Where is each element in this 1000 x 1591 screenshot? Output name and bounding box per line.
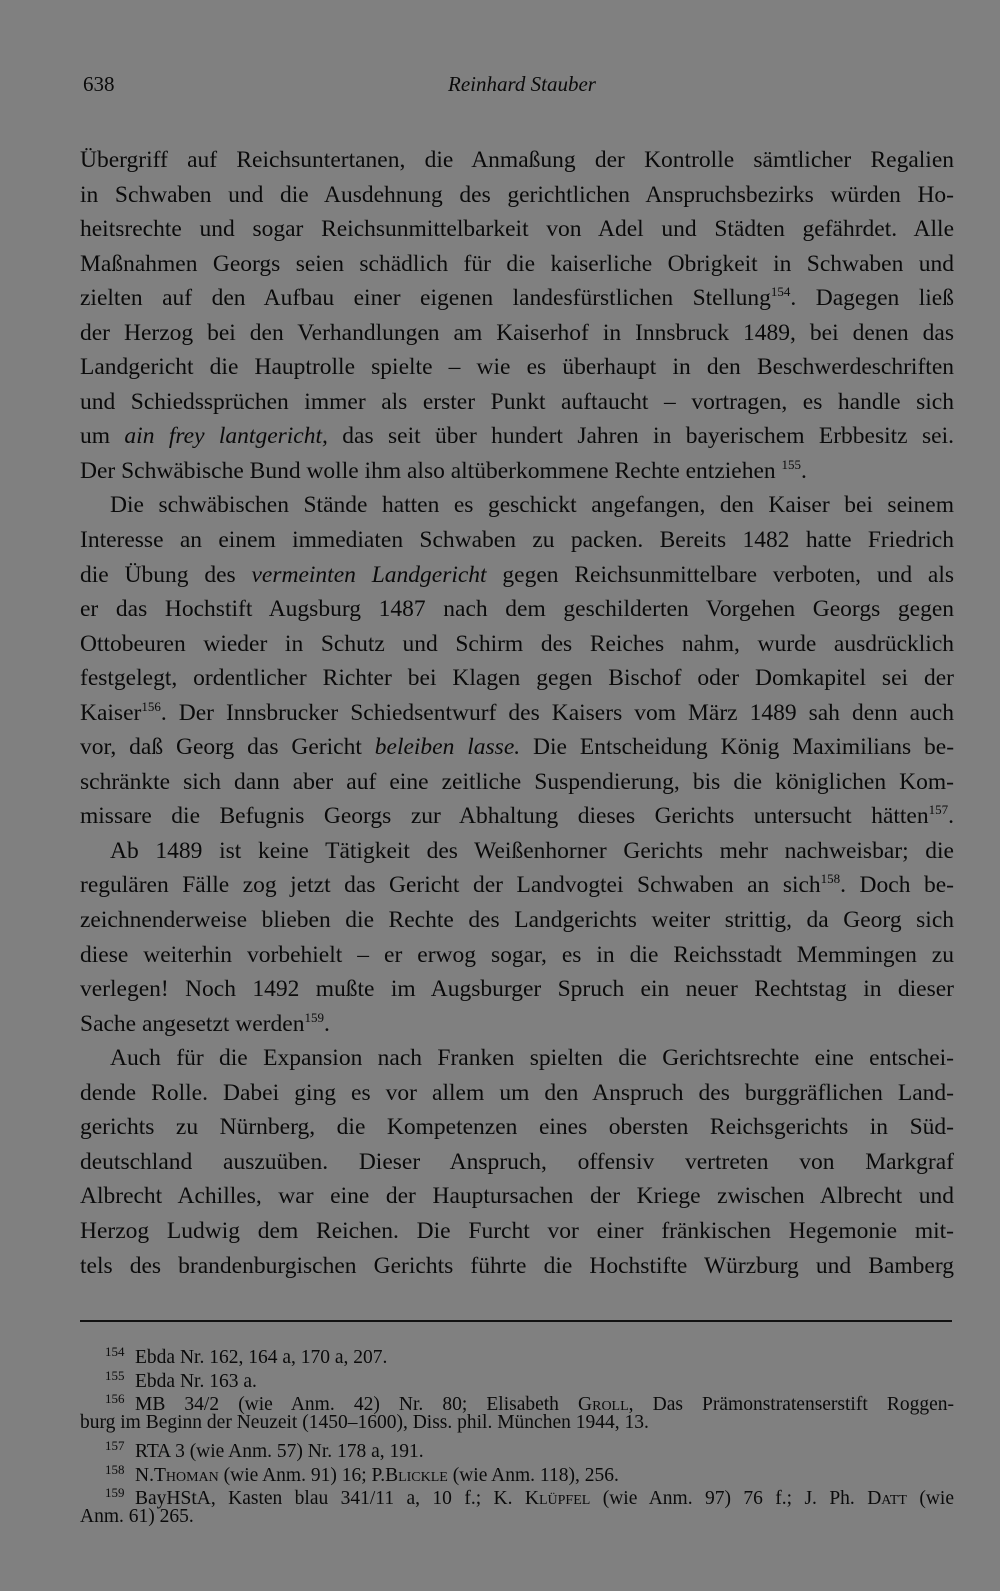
text-line: Der Schwäbische Bund wolle ihm also altüberkommene Rechte entziehen $^{155}$. [80, 456, 807, 484]
author-name: Groll [578, 1394, 629, 1415]
footnote: 158 N.Thoman (wie Anm. 91) 16; P.Blickle (wie Anm. 118), 256. [80, 1458, 954, 1482]
italic-quote: beleiben lasse. [374, 734, 521, 761]
author-name: Klüpfel [524, 1488, 591, 1509]
footnote-continuation: Anm. 61) 265. [80, 1505, 194, 1527]
author-name: Blickle [385, 1464, 448, 1486]
text-line: Die schwäbischen Stände hatten es geschickt angefangen, den Kaiser bei seinem [110, 492, 954, 519]
author-name: Datt [867, 1488, 907, 1509]
running-head [83, 72, 603, 102]
text-line: in Schwaben und die Ausdehnung des gerichtlichen Anspruchsbezirks würden Ho- [80, 181, 954, 208]
text-line: Übergriff auf Reichsuntertanen, die Anmaßung der Kontrolle sämtlicher Regalien [80, 147, 954, 173]
footnote: 156 MB 34/2 (wie Anm. 42) Nr. 80; Elisabeth Groll, Das Prämonstratenserstift Roggen- [80, 1387, 954, 1411]
text-line: zeichnenderweise blieben die Rechte des Landgerichts weiter strittig, da Georg sich [80, 907, 954, 934]
footnote-number: 157 [105, 1438, 125, 1453]
text-line: gerichts zu Nürnberg, die Kompetenzen eines obersten Reichsgerichts in Süd- [80, 1114, 954, 1141]
footnote-ref: 159 [304, 1009, 324, 1025]
text-line: der Herzog bei den Verhandlungen am Kaiserhof in Innsbruck 1489, bei denen das [80, 319, 954, 346]
text-line: Interesse an einem immediaten Schwaben zu packen. Bereits 1482 hatte Friedrich [80, 527, 954, 554]
footnote-ref: 158 [820, 871, 841, 887]
text-line: tels des brandenburgischen Gerichts führte die Hochstifte Würzburg und Bamberg [80, 1252, 954, 1279]
body-text [80, 143, 954, 1283]
text-line: Sache angesetzt werden$^{159}$. [80, 1009, 330, 1037]
italic-quote: ain frey lantgericht, [124, 423, 328, 450]
footnote-continuation: burg im Beginn der Neuzeit (1450–1600), Diss. phil. München 1944, 13. [80, 1411, 649, 1433]
text-line: festgelegt, ordentlicher Richter bei Klagen gegen Bischof oder Domkapitel sei der [80, 665, 954, 692]
footnote: 154 Ebda Nr. 162, 164 a, 170 a, 207. [80, 1340, 954, 1364]
text-line: Landgericht die Hauptrolle spielte – wie es überhaupt in den Beschwerdeschriften [80, 354, 954, 381]
text-line: um ain frey lantgericht, das seit über hundert Jahren in bayerischem Erbbesitz sei. [80, 423, 954, 450]
text-line: deutschland auszuüben. Dieser Anspruch, offensiv vertreten von Markgraf [80, 1148, 954, 1175]
text-line: Auch für die Expansion nach Franken spielten die Gerichtsrechte eine entschei- [110, 1045, 954, 1072]
text-line: dende Rolle. Dabei ging es vor allem um den Anspruch des burggräflichen Land- [80, 1079, 954, 1106]
footnote-number: 156 [105, 1391, 125, 1406]
running-title: Reinhard Stauber [448, 72, 596, 96]
footnote-number: 155 [105, 1367, 125, 1383]
author-name: Thoman [153, 1464, 219, 1486]
text-line: Ab 1489 ist keine Tätigkeit des Weißenhorner Gerichts mehr nachweisbar; die [110, 837, 954, 864]
text-line: zielten auf den Aufbau einer eigenen landesfürstlichen Stellung$^{154}$. Dagegen ließ [80, 284, 954, 312]
footnote-ref: 157 [928, 802, 949, 818]
text-line: verlegen! Noch 1492 mußte im Augsburger Spruch ein neuer Rechtstag in dieser [80, 976, 954, 1003]
text-line: diese weiterhin vorbehielt – er erwog sogar, es in die Reichsstadt Memmingen zu [80, 941, 954, 968]
text-line: Kaiser$^{156}$. Der Innsbrucker Schiedsentwurf des Kaisers vom März 1489 sah denn auch [80, 698, 954, 726]
page-number: 638 [83, 72, 115, 96]
footnotes [80, 1340, 954, 1528]
footnote-number: 158 [105, 1461, 125, 1477]
italic-quote: vermeinten Landgericht [251, 561, 487, 588]
text-line: regulären Fälle zog jetzt das Gericht der Landvogtei Schwaben an sich$^{158}$. Doch be- [80, 871, 954, 899]
footnote: 159 BayHStA, Kasten blau 341/11 a, 10 f.; K. Klüpfel (wie Anm. 97) 76 f.; J. Ph. Datt (wie [80, 1481, 954, 1505]
footnote: 155 Ebda Nr. 163 a. [80, 1364, 954, 1388]
footnote: 157 RTA 3 (wie Anm. 57) Nr. 178 a, 191. [80, 1434, 954, 1458]
text-line: Herzog Ludwig dem Reichen. Die Furcht vor einer fränkischen Hegemonie mit- [80, 1217, 954, 1244]
text-line: missare die Befugnis Georgs zur Abhaltung dieses Gerichts untersucht hätten$^{157}$. [80, 802, 954, 830]
text-line: schränkte sich dann aber auf eine zeitliche Suspendierung, bis die königlichen Kom- [80, 768, 954, 795]
footnote-number: 154 [105, 1344, 125, 1359]
footnote-divider [80, 1320, 952, 1322]
text-line: heitsrechte und sogar Reichsunmittelbarkeit von Adel und Städten gefährdet. Alle [80, 216, 954, 243]
footnote-number: 159 [105, 1485, 125, 1500]
text-line: er das Hochstift Augsburg 1487 nach dem geschilderten Vorgehen Georgs gegen [80, 596, 954, 623]
text-line: Maßnahmen Georgs seien schädlich für die kaiserliche Obrigkeit in Schwaben und [80, 250, 954, 277]
text-line: und Schiedssprüchen immer als erster Punkt auftaucht – vortragen, es handle sich [80, 388, 954, 415]
text-line: vor, daß Georg das Gericht beleiben lasse. Die Entscheidung König Maximilians be- [80, 734, 955, 761]
text-line: Ottobeuren wieder in Schutz und Schirm des Reiches nahm, wurde ausdrücklich [80, 630, 954, 657]
text-line: die Übung des vermeinten Landgericht gegen Reichsunmittelbare verboten, und als [80, 561, 954, 588]
footnote-ref: 155 [781, 456, 802, 472]
footnote-ref: 154 [770, 284, 791, 300]
text-line: Albrecht Achilles, war eine der Hauptursachen der Kriege zwischen Albrecht und [80, 1183, 954, 1210]
footnote-ref: 156 [141, 698, 161, 714]
